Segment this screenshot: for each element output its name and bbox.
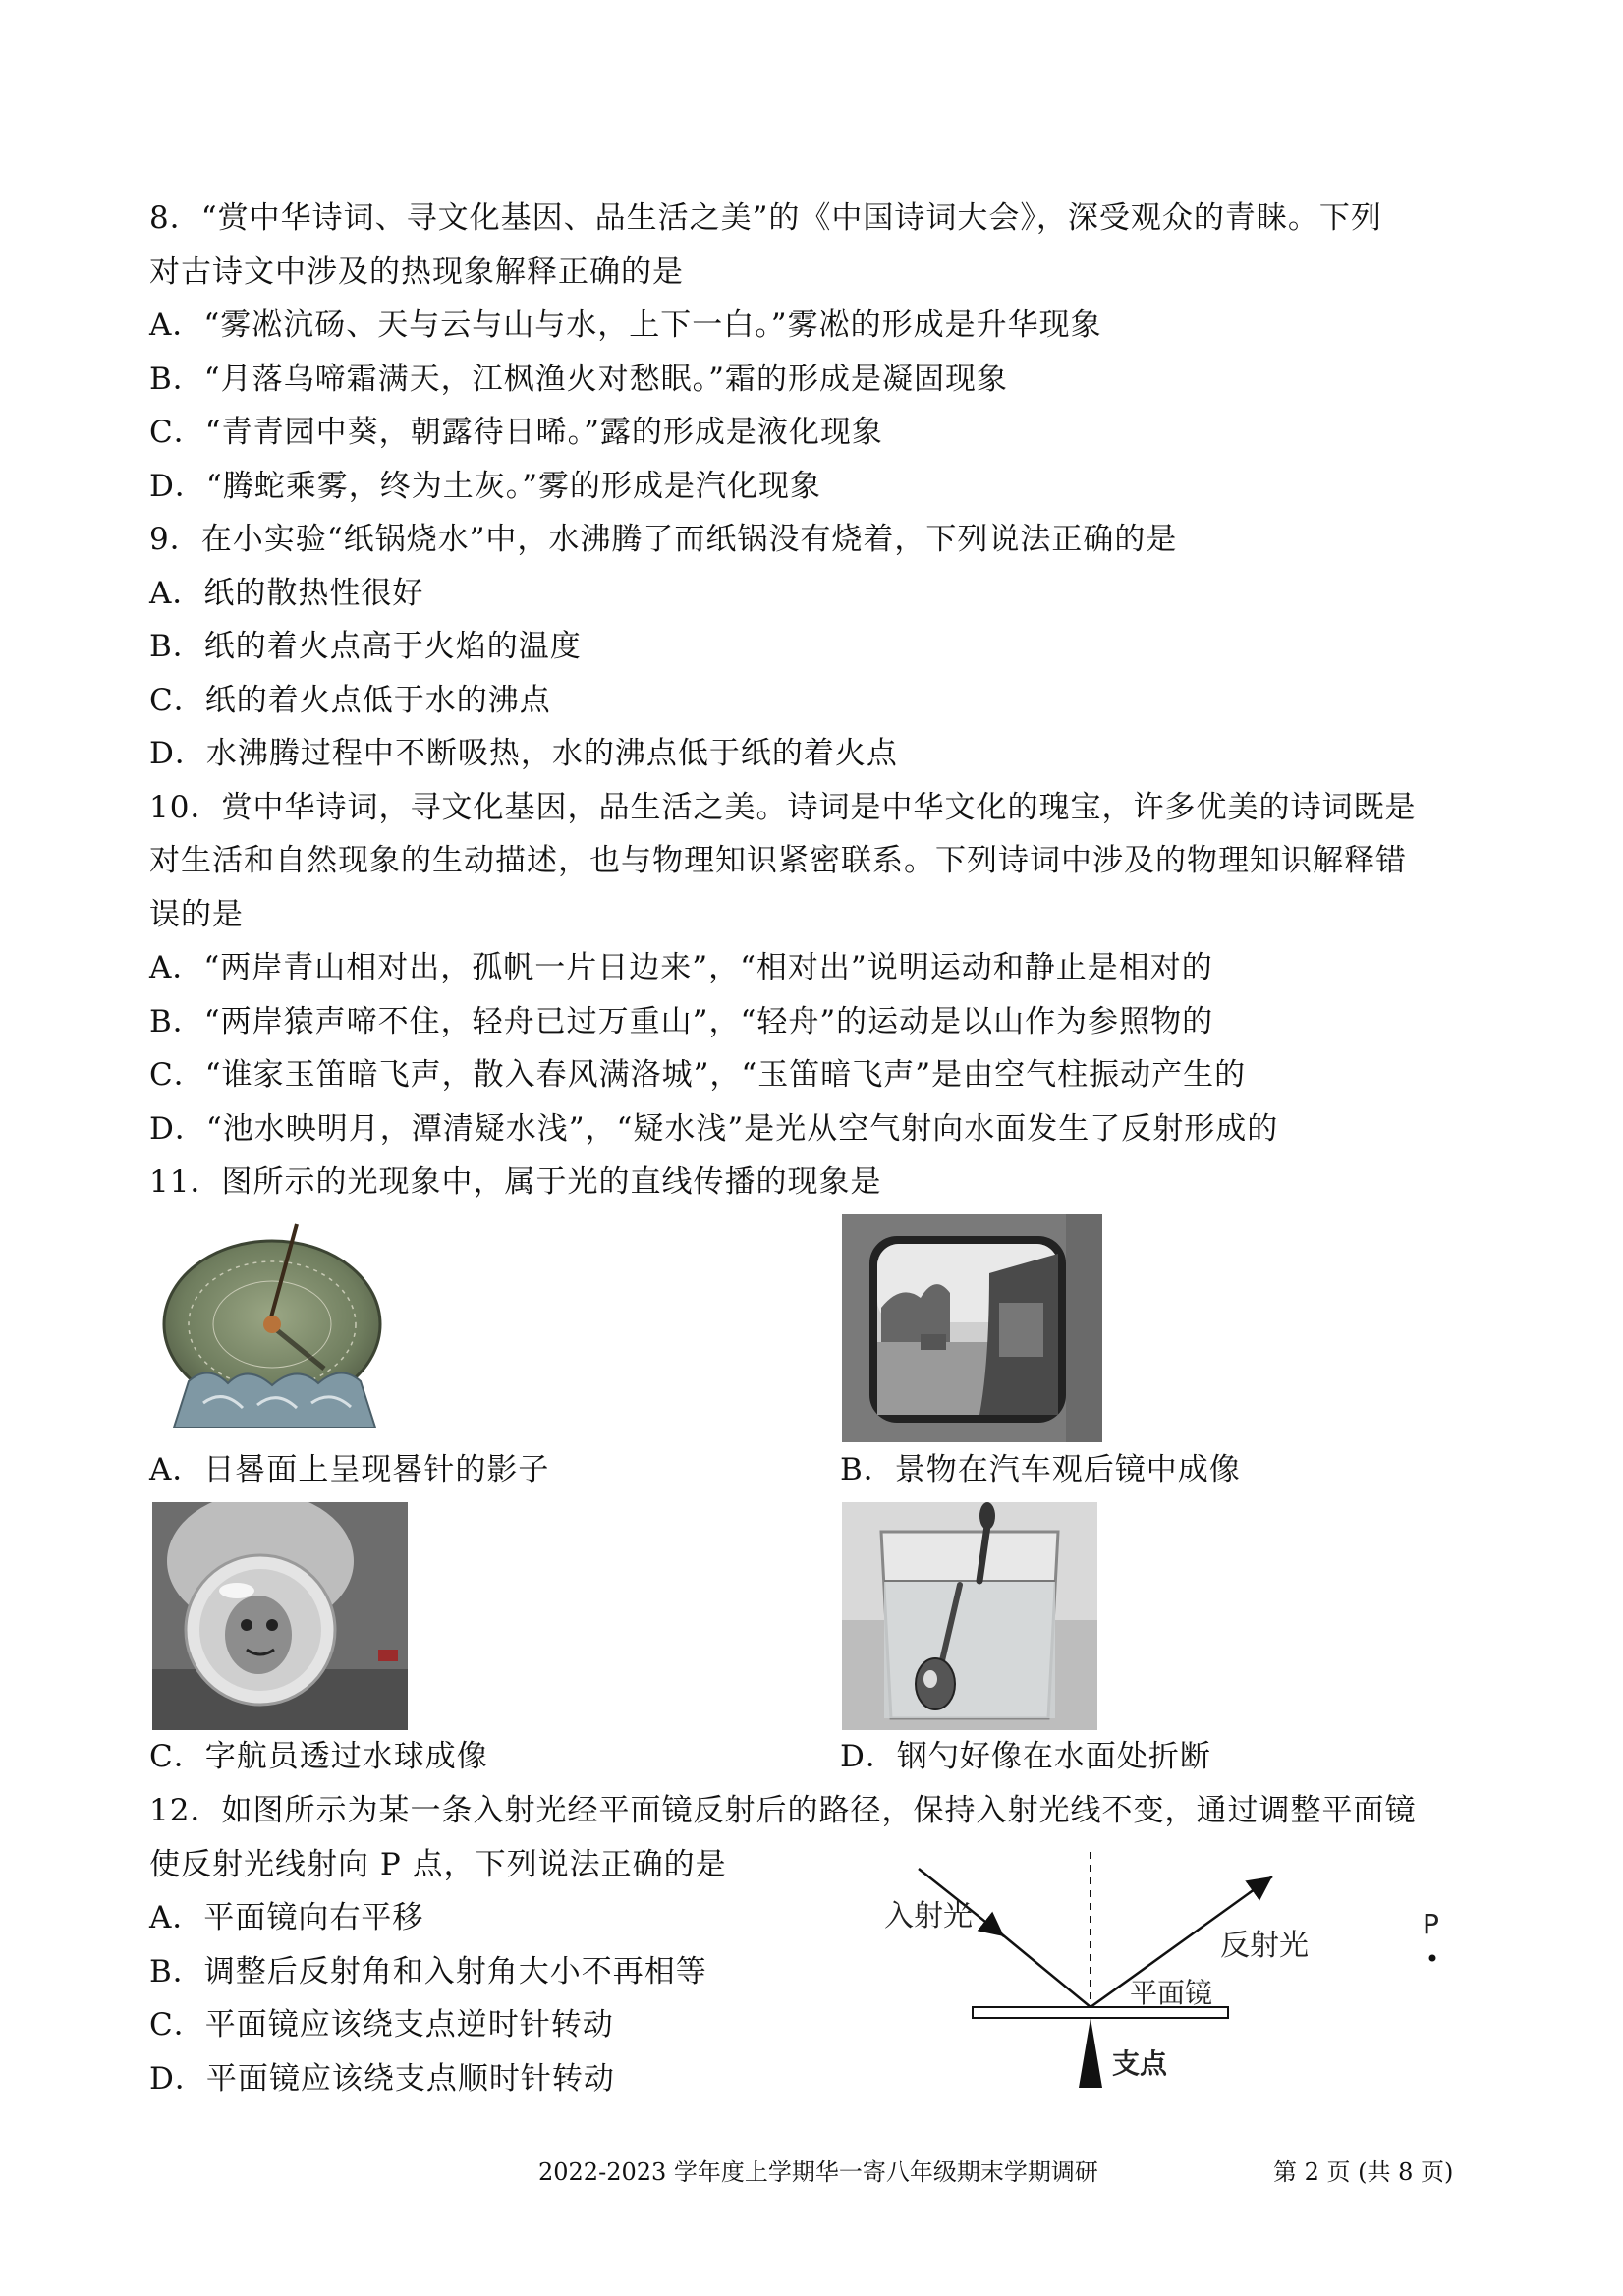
point-p (1429, 1955, 1436, 1962)
q12-option-b: B．调整后反射角和入射角大小不再相等 (149, 1954, 707, 1989)
incident-ray-tail (1002, 1934, 1091, 2007)
q10-option-d: D．“池水映明月，潭清疑水浅”，“疑水浅”是光从空气射向水面发生了反射形成的 (149, 1111, 1279, 1147)
q11-option-a: A．日晷面上呈现晷针的影子 (149, 1452, 550, 1487)
reflected-label: 反射光 (1220, 1929, 1309, 1963)
sundial-photo (149, 1216, 405, 1442)
q9-option-b: B．纸的着火点高于火焰的温度 (149, 629, 582, 664)
q9-option-a: A．纸的散热性很好 (149, 576, 424, 611)
q10-option-b: B．“两岸猿声啼不住，轻舟已过万重山”，“轻舟”的运动是以山作为参照物的 (149, 1004, 1214, 1039)
q12-stem-line-1: 12．如图所示为某一条入射光经平面镜反射后的路径，保持入射光线不变，通过调整平面镜 (149, 1793, 1417, 1828)
pivot-label: 支点 (1112, 2047, 1168, 2080)
q8-stem-line-2: 对古诗文中涉及的热现象解释正确的是 (149, 254, 684, 290)
q12-stem-line-2: 使反射光线射向 P 点，下列说法正确的是 (149, 1847, 727, 1882)
q11-stem: 11．图所示的光现象中，属于光的直线传播的现象是 (149, 1164, 882, 1200)
mirror-label: 平面镜 (1130, 1977, 1213, 2009)
rearview-mirror-photo (842, 1214, 1102, 1442)
water-ball-photo (152, 1502, 408, 1730)
q9-option-d: D．水沸腾过程中不断吸热，水的沸点低于纸的着火点 (149, 736, 898, 771)
footer-exam-title: 2022-2023 学年度上学期华一寄八年级期末学期调研 (538, 2158, 1098, 2186)
q9-stem: 9．在小实验“纸锅烧水”中，水沸腾了而纸锅没有烧着，下列说法正确的是 (149, 522, 1178, 557)
pivot-triangle (1079, 2018, 1102, 2088)
footer-page-number: 第 2 页 (共 8 页) (1273, 2158, 1454, 2186)
q12-option-a: A．平面镜向右平移 (149, 1900, 424, 1935)
q12-option-c: C．平面镜应该绕支点逆时针转动 (149, 2007, 614, 2043)
spoon-in-glass-photo (842, 1502, 1097, 1730)
point-p-label: P (1423, 1908, 1439, 1940)
q8-option-a: A．“雾凇沆砀、天与云与山与水，上下一白。”雾凇的形成是升华现象 (149, 308, 1102, 343)
mirror-reflection-diagram (855, 1847, 1464, 2102)
q11-option-d: D．钢勺好像在水面处折断 (840, 1739, 1211, 1774)
q11-option-c: C．字航员透过水球成像 (149, 1739, 488, 1774)
q10-stem-line-2: 对生活和自然现象的生动描述，也与物理知识紧密联系。下列诗词中涉及的物理知识解释错 (149, 843, 1407, 878)
q10-option-a: A．“两岸青山相对出，孤帆一片日边来”，“相对出”说明运动和静止是相对的 (149, 950, 1213, 985)
q10-stem-line-1: 10．赏中华诗词，寻文化基因，品生活之美。诗词是中华文化的瑰宝，许多优美的诗词既是 (149, 790, 1417, 825)
q8-option-c: C．“青青园中葵，朝露待日晞。”露的形成是液化现象 (149, 415, 883, 450)
q9-option-c: C．纸的着火点低于水的沸点 (149, 683, 551, 718)
q10-stem-line-3: 误的是 (149, 897, 244, 932)
incident-label: 入射光 (884, 1899, 973, 1933)
q8-option-d: D．“腾蛇乘雾，终为土灰。”雾的形成是汽化现象 (149, 469, 822, 504)
q11-option-b: B．景物在汽车观后镜中成像 (840, 1452, 1241, 1487)
q10-option-c: C．“谁家玉笛暗飞声，散入春风满洛城”，“玉笛暗飞声”是由空气柱振动产生的 (149, 1057, 1247, 1092)
q12-option-d: D．平面镜应该绕支点顺时针转动 (149, 2061, 615, 2097)
q8-stem-line-1: 8．“赏中华诗词、寻文化基因、品生活之美”的《中国诗词大会》，深受观众的青睐。下列 (149, 200, 1382, 236)
q8-option-b: B．“月落乌啼霜满天，江枫渔火对愁眠。”霜的形成是凝固现象 (149, 362, 1008, 397)
